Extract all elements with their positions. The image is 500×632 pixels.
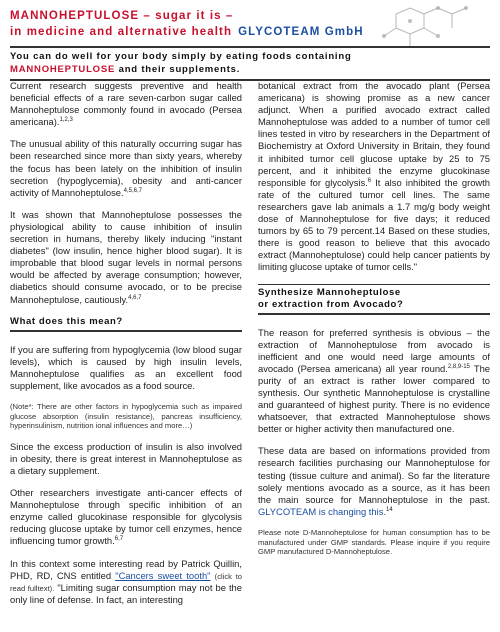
subtitle-band [10,46,490,81]
page-header [10,4,490,50]
paragraph: Current research suggests preventive and health beneficial effects of a rare seven-carbon sugar called Mannoheptulose commonly found in avocado (Persea americana).$^{1,2,3}$ [10,80,242,128]
paragraph: The reason for preferred synthesis is obvious – the extraction of Mannoheptulose from avocado is inefficient and one would need large amounts of avocado (Persea americana) all year round.$^{2,8,9-15}$ The purity of an extract is rather lower compared to synthesis. Our synthetic Mannoheptulose is crystalline and guaranteed of highest purity. There is no evidence whatsoever, that extracted Mannoheptulose shows better or higher activity then manufactured one. [258,326,490,435]
paragraph: If you are suffering from hypoglycemia (low blood sugar levels), which is caused by high insulin levels, Mannoheptulose qualifies as an excellent food supplement, like avocados as a food source. [10,343,242,391]
right-column [258,80,490,567]
gmp-note: Please note D-Mannoheptulose for human consumption has to be manufactured under GMP standards. Please inquire if you require GMP manufactured D-Mannoheptulose. [258,527,490,557]
paragraph: It was shown that Mannoheptulose possesses the physiological ability to cause inhibition of insulin secretion in humans, thereby likely inducing "instant diabetes" (low insulin, hence higher blood sugar). It is improbable that blood sugar levels in normal persons would be affected by average consumption; however, diabetics should consume avocado, or to be precise Mannoheptulose, cautiously.$^{4,6,7}$ [10,208,242,305]
section-heading-synthesize: Synthesize Mannoheptulose or extraction from Avocado? [258,284,490,315]
cancers-sweet-tooth-link[interactable]: "Cancers sweet tooth" [115,569,211,581]
paragraph: These data are based on informations provided from research facilities purchasing our Mannoheptulose for testing (tissue culture and animal). So far the literature solely mentions avocado as a source, as it has been the main source for Mannoheptulose in the past. GLYCOTEAM is changing this.$^{14}$ [258,445,490,517]
note-paragraph: (Note*: There are other factors in hypoglycemia such as impaired glucose absorption (insulin resistance), pancreas insufficiency, hyperinsulinism, nutrition ional influences and more…) [10,401,242,431]
section-heading-what-does-this-mean: What does this mean? [10,316,242,332]
glycoteam-changing-text: GLYCOTEAM is changing this. [258,505,386,517]
brand-name: GLYCOTEAM GmbH [238,26,364,38]
subtitle-tail: and their supplements. [118,64,241,75]
molecule-structure-icon [366,4,486,50]
paragraph: The unusual ability of this naturally occurring sugar has been researched since more than sixty years, whereby the focus has been lately on the inhibition of insulin secretion (hypoglycemia), obesity and anti-cancer activity of Mannoheptulose.$^{4,5,6,7}$ [10,138,242,198]
header-title [10,8,364,40]
header-title-line1: MANNOHEPTULOSE – sugar it is – [10,10,234,22]
paragraph: Other researchers investigate anti-cancer effects of Mannoheptulose through specific inhibition of an enzyme called glucokinase responsible for glycolysis reducing glucose uptake by tumor cell enzymes, hence influencing tumor growth.$^{6,7}$ [10,487,242,547]
header-title-line2: in medicine and alternative health [10,26,233,38]
paragraph: In this context some interesting read by Patrick Quillin, PHD, RD, CNS entitled "Cancers sweet tooth" (click to read fulltext). "Limiting sugar consumption may not be the only line of defense. In fact, an interesting [10,557,242,605]
left-column [10,80,242,616]
paragraph: botanical extract from the avocado plant (Persea americana) is showing promise as a new cancer adjunct. When a purified avocado extract called Mannoheptulose was added to a number of tumor cell lines tested in vitro by researchers in the Department of Biochemistry at Oxford University in Britain, they found it inhibited tumor cell glucose uptake by 25 to 75 percent, and it inhibited the enzyme glucokinase responsible for glycolysis.$^6$ It also inhibited the growth rate of the cultured tumor cell lines. The same researchers gave lab animals a 1.7 mg/g body weight dose of Mannoheptulose for five days; it reduced tumors by 65 to 79 percent.14 Based on these studies, there is good reason to believe that this avocado extract (Mannoheptulose) could help cancer patients by limiting glucose uptake of tumor cells." [258,80,490,273]
paragraph: Since the excess production of insulin is also involved in obesity, there is great interest in Mannoheptulose as a dietary supplement. [10,440,242,476]
subtitle-text: You can do well for your body simply by eating foods containing [10,51,352,62]
subtitle-highlight: MANNOHEPTULOSE [10,64,116,75]
